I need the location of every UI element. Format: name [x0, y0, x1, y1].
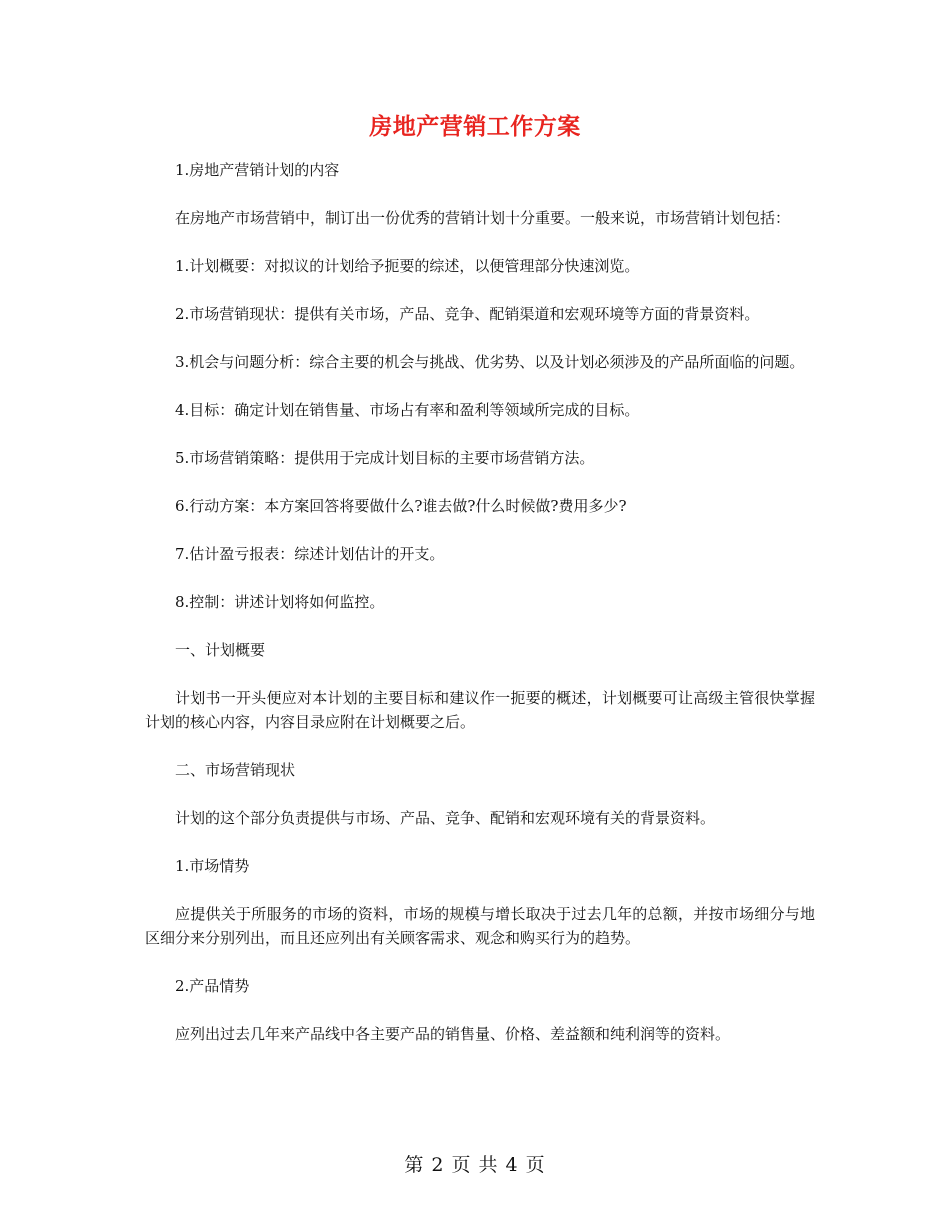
- paragraph: 计划书一开头便应对本计划的主要目标和建议作一扼要的概述，计划概要可让高级主管很快掌握计划的核心内容，内容目录应附在计划概要之后。: [145, 689, 815, 731]
- paragraph: 4.目标：确定计划在销售量、市场占有率和盈利等领域所完成的目标。: [175, 401, 640, 419]
- paragraph: 应提供关于所服务的市场的资料，市场的规模与增长取决于过去几年的总额，并按市场细分与地区细分来分别列出，而且还应列出有关顾客需求、观念和购买行为的趋势。: [145, 905, 815, 947]
- paragraph: 5.市场营销策略：提供用于完成计划目标的主要市场营销方法。: [175, 449, 595, 467]
- paragraph: 7.估计盈亏报表：综述计划估计的开支。: [175, 545, 445, 563]
- paragraph: 6.行动方案：本方案回答将要做什么?谁去做?什么时候做?费用多少?: [175, 497, 627, 515]
- document-title: 房地产营销工作方案: [369, 113, 581, 140]
- paragraph: 1.房地产营销计划的内容: [175, 161, 340, 179]
- section-heading: 一、计划概要: [175, 641, 266, 659]
- document-body: [145, 158, 815, 1070]
- paragraph: 8.控制：讲述计划将如何监控。: [175, 593, 385, 611]
- paragraph: 1.计划概要：对拟议的计划给予扼要的综述，以便管理部分快速浏览。: [175, 257, 640, 275]
- paragraph: 2.市场营销现状：提供有关市场，产品、竞争、配销渠道和宏观环境等方面的背景资料。: [175, 305, 760, 323]
- paragraph: 应列出过去几年来产品线中各主要产品的销售量、价格、差益额和纯利润等的资料。: [175, 1025, 731, 1043]
- section-heading: 二、市场营销现状: [175, 761, 296, 779]
- paragraph: 计划的这个部分负责提供与市场、产品、竞争、配销和宏观环境有关的背景资料。: [175, 809, 716, 827]
- paragraph: 在房地产市场营销中，制订出一份优秀的营销计划十分重要。一般来说，市场营销计划包括：: [175, 209, 791, 227]
- subsection-heading: 2.产品情势: [175, 977, 250, 995]
- paragraph: 3.机会与问题分析：综合主要的机会与挑战、优劣势、以及计划必须涉及的产品所面临的问题。: [175, 353, 805, 371]
- page-number-footer: 第 2 页 共 4 页: [404, 1154, 546, 1176]
- subsection-heading: 1.市场情势: [175, 857, 250, 875]
